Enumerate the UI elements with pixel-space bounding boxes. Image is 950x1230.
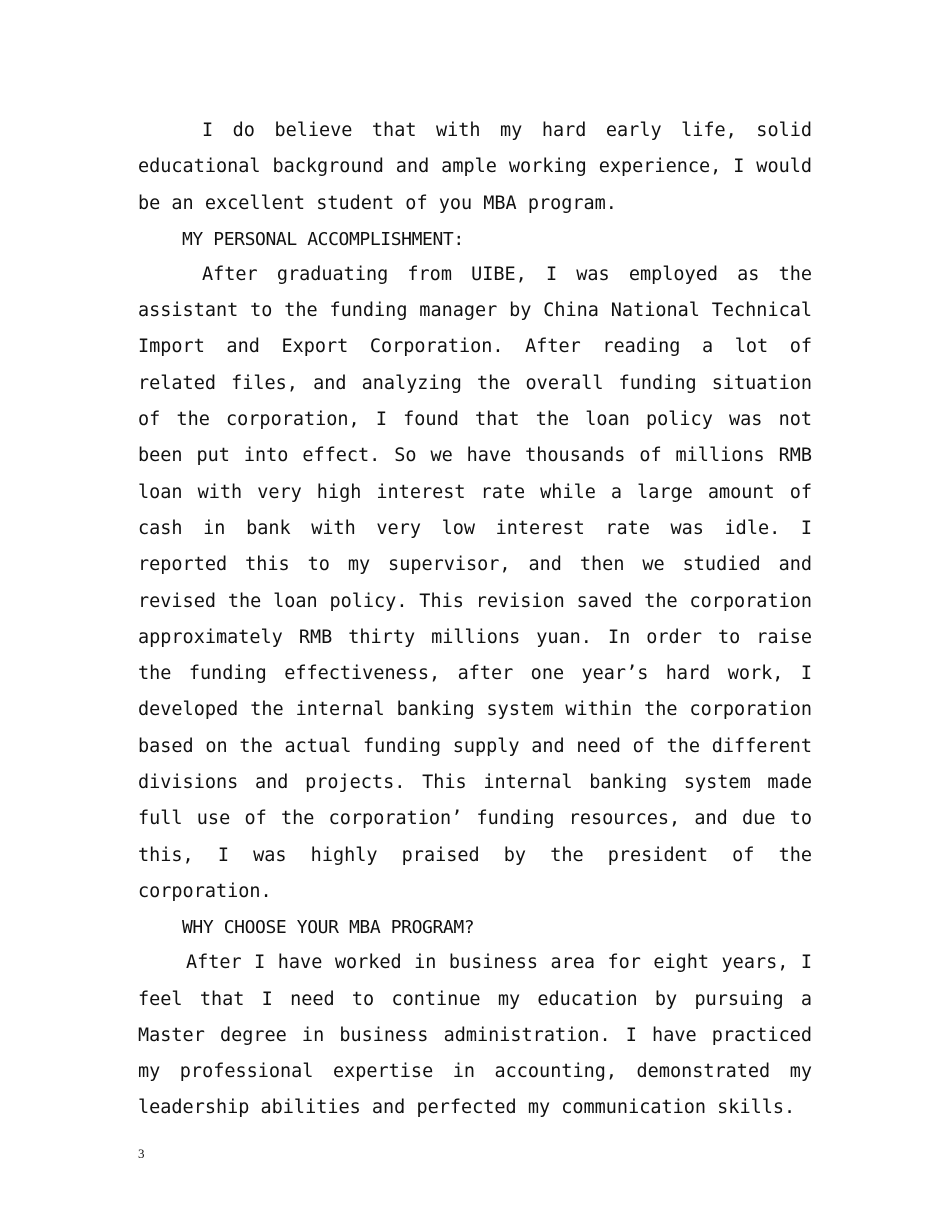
paragraph-intro: I do believe that with my hard early life, solid educational background and ample working experience, I would be an excellent student of you MBA program. [138, 120, 812, 214]
section-heading-accomplishment: MY PERSONAL ACCOMPLISHMENT: [182, 228, 464, 250]
paragraph-why-mba: After I have worked in business area for eight years, I feel that I need to continue my education by pursuing a Master degree in business administration. I have practiced my professional expertise in accounting, demonstrated my leadership abilities and perfected my communication skills. [138, 952, 812, 1119]
page-number: 3 [138, 1146, 145, 1161]
body-text [138, 113, 812, 1127]
paragraph-accomplishment: After graduating from UIBE, I was employed as the assistant to the funding manager by China National Technical Import and Export Corporation. After reading a lot of related files, and analyzing the overall funding situation of the corporation, I found that the loan policy was not been put into effect. So we have thousands of millions RMB loan with very high interest rate while a large amount of cash in bank with very low interest rate was idle. I reported this to my supervisor, and then we studied and revised the loan policy. This revision saved the corporation approximately RMB thirty millions yuan. In order to raise the funding effectiveness, after one year’s hard work, I developed the internal banking system within the corporation based on the actual funding supply and need of the different divisions and projects. This internal banking system made full use of the corporation’ funding resources, and due to this, I was highly praised by the president of the corporation. [138, 263, 812, 902]
section-heading-why-mba: WHY CHOOSE YOUR MBA PROGRAM? [182, 917, 475, 939]
